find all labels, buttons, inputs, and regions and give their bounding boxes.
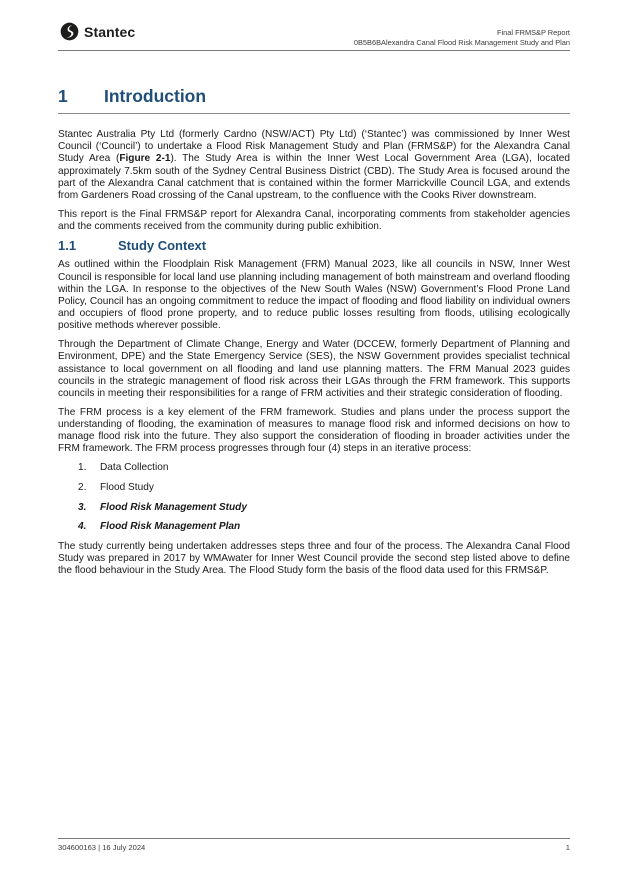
header-divider [58,50,570,51]
report-title: Final FRMS&P Report [497,28,570,37]
list-item-label: Data Collection [100,462,169,474]
section-divider [58,113,570,114]
document-body [58,129,570,584]
context-paragraph-4: The study currently being undertaken addresses steps three and four of the process. The Alexandra Canal Flood Study was prepared in 2017 by WMAwater for Inner West Council provide the second step listed above to define the flood behaviour in the Study Area. The Flood Study form the basis of the flood data used for this FRMS&P. [58,541,570,577]
stantec-logo [60,22,135,41]
report-subtitle: 0B5B6BAlexandra Canal Flood Risk Management Study and Plan [353,37,570,47]
section-heading [58,86,570,107]
figure-reference-link[interactable]: Figure 2-1 [119,153,171,165]
list-item [58,482,570,494]
list-item-number: 3. [78,501,87,513]
intro-p1-text-a: Stantec Australia Pty Ltd (formerly Cardno (NSW/ACT) Pty Ltd) (‘Stantec’) was commissioned by Inner West Council (‘Council’) to undertake a Flood Risk Management Study and Plan (FRMS&P) for the Alexandra Canal Study Area ( [58,129,570,165]
frm-steps-list [58,462,570,533]
section-number: 1 [58,86,68,106]
page-number: 1 [565,843,570,852]
logo-wordmark: Stantec [84,23,136,40]
list-item-number: 4. [78,521,87,533]
intro-p1-text-b: ). The Study Area is within the Inner West Local Government Area (LGA), located approximately 7.5km south of the Sydney Central Business District (CBD). The Study Area is focused around the part of the Alexandra Canal catchment that is contained within the former Marrickville Council LGA, and extends from Gardeners Road crossing of the Canal upstream, to the confluence with the Cooks River downstream. [58,153,570,202]
context-paragraph-3: The FRM process is a key element of the FRM framework. Studies and plans under the process support the understanding of flooding, the examination of measures to manage flood risk and informed decisions on how to manage flood risk into the future. They also support the consideration of flooding in broader activities under the FRM framework. The FRM process progresses through four (4) steps in an iterative process: [58,406,570,455]
intro-paragraph-1 [58,129,570,202]
list-item-number: 1. [78,462,87,474]
subsection-title: Study Context [118,238,207,254]
stantec-logo-icon [60,22,79,41]
intro-paragraph-2: This report is the Final FRMS&P report for Alexandra Canal, incorporating comments from stakeholder agencies and the comments received from the community during public exhibition. [58,208,570,233]
list-item [58,502,570,514]
page-header [58,18,570,50]
subsection-number: 1.1 [58,238,77,254]
list-item [58,521,570,533]
subsection-heading [58,240,570,252]
list-item-label: Flood Study [100,481,154,493]
header-report-info [354,28,570,47]
list-item [58,462,570,474]
list-item-label: Flood Risk Management Plan [100,521,241,533]
footer-divider [58,838,570,839]
list-item-number: 2. [78,481,87,493]
footer-document-info: 304600163 | 16 July 2024 [58,843,146,852]
section-title: Introduction [104,86,207,106]
context-paragraph-1: As outlined within the Floodplain Risk Management (FRM) Manual 2023, like all councils in NSW, Inner West Council is responsible for local land use planning including management of both mainstream and overland flooding within the LGA. In response to the objectives of the New South Wales (NSW) Government’s Flood Prone Land Policy, Council has an ongoing commitment to reduce the impact of flooding and flood liability on individual owners and occupiers of flood prone property, and to reduce public losses resulting from floods, utilising ecologically positive methods wherever possible. [58,259,570,332]
list-item-label: Flood Risk Management Study [100,501,247,513]
context-paragraph-2: Through the Department of Climate Change, Energy and Water (DCCEW, formerly Department of Planning and Environment, DPE) and the State Emergency Service (SES), the NSW Government provides specialist technical assistance to local government on all flooding and land use planning matters. The FRM Manual 2023 guides councils in the strategic management of flood risk across their LGAs through the FRM framework. This supports councils in meeting their responsibilities for a range of FRM activities and their strategic consideration of flooding. [58,339,570,400]
